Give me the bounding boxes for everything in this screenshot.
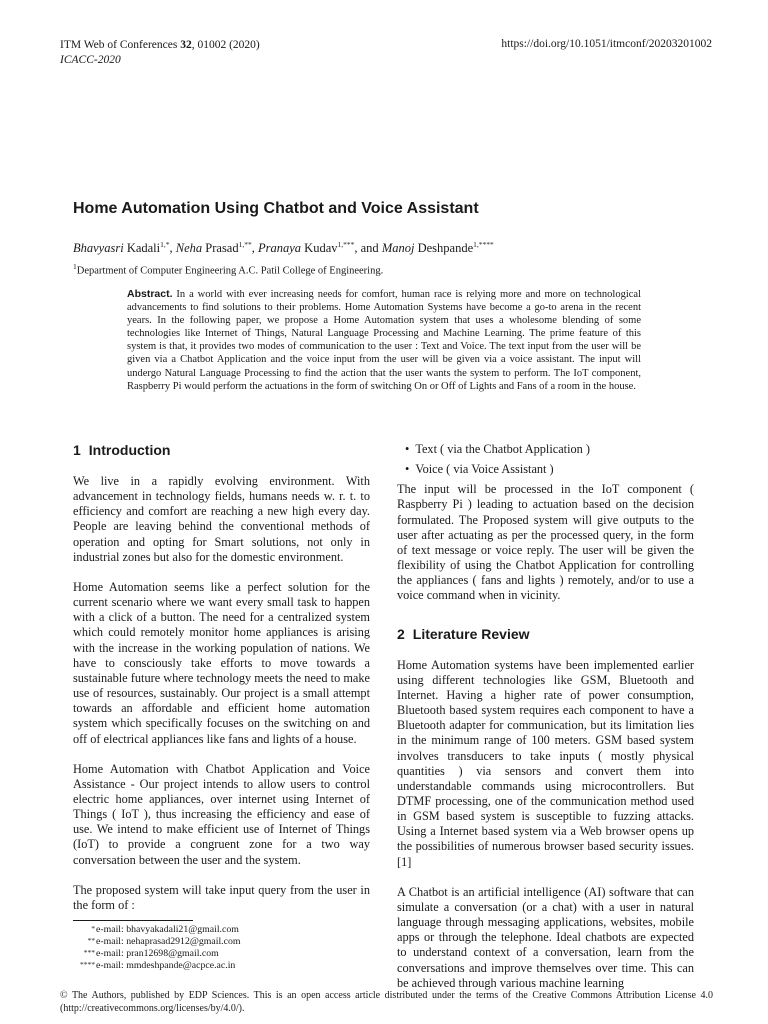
paragraph: Home Automation systems have been implemented earlier using different technologies like GSM, Bluetooth and Internet. Having a higher rate of power consumption, Bluetooth based system requires each component to have a Bluetooth adapter for communication, but its limitation lies in the minimum range of 100 meters. GSM based system involves transducers to take inputs ( mostly physical quantities ) via sensors and convert them into understandable commands using microcontrollers. But DTMF processing, one of the communication method used in GSM based system is susceptible to fuzzing attacks. Using a Internet based system via a Web browser opens up the possibilities of numerous browser based security issues.[1]	[397, 657, 694, 869]
paragraph: The proposed system will take input query from the user in the form of :	[73, 882, 370, 912]
journal-volume: 32	[180, 39, 192, 51]
section-heading-literature-review: 2 Literature Review	[397, 625, 530, 642]
paragraph: Home Automation with Chatbot Application and Voice Assistance - Our project intends to allow users to control electric home appliances, over internet using Internet of Things ( IoT ), thus increasing the efficiency and ease of use. We intend to make efficient use of Internet of Things (IoT) to provide a congruent zone for a two way conversation between the user and the system.	[73, 761, 370, 867]
journal-citation: ITM Web of Conferences 32, 01002 (2020)	[60, 39, 260, 51]
footnote: *** e-mail: pran12698@gmail.com	[83, 948, 219, 959]
author: Bhavyasri Kadali$^{1,*}$	[73, 240, 170, 256]
author: Manoj Deshpande$^{1,****}$	[381, 240, 494, 256]
list-item: • Text ( via the Chatbot Application )	[405, 442, 590, 456]
abstract-label: Abstract.	[127, 288, 173, 300]
footnote-divider	[73, 920, 193, 921]
abstract	[127, 288, 641, 393]
list-item: • Voice ( via Voice Assistant )	[405, 462, 554, 477]
running-header-left	[60, 38, 260, 68]
right-column	[397, 442, 694, 1006]
affiliation: $^1$Department of Computer Engineering A.C. Patil College of Engineering.	[73, 262, 384, 277]
doi-link[interactable]: https://doi.org/10.1051/itmconf/20203201002	[501, 38, 712, 50]
abstract-text: In a world with ever increasing needs for comfort, human race is relying more and more on technological advancements to find solutions to their problems. Home Automation Systems have become a go-to arena in the recent years. In the following paper, we propose a Home Automation system that uses a wholesome blending of some technologies like Internet of Things, Natural Language Processing and Machine Learning. The prime feature of this system is that, it provides two modes of communication to the user : Text and Voice. The text input from the user will be given via a Chatbot Application and the voice input from the user will be given via a voice assistant. The input will undergo Natural Language Processing to find the action that the user wants the system to perform. The IoT component, Raspberry Pi would perform the actuations in the form of switching On or Off of Lights and Fans of a room in the house.	[127, 289, 641, 392]
paragraph: We live in a rapidly evolving environment. With advancement in technology fields, humans needs w. r. t. to efficiency and comfort are reaching a new high every day. People are leaving behind the conventional methods of operation and opting for Smart solutions, not only in industrial zones but also for the domestic environment.	[73, 474, 370, 564]
paper-title: Home Automation Using Chatbot and Voice Assistant	[73, 200, 479, 217]
license-notice: © The Authors, published by EDP Sciences. This is an open access article distributed under the terms of the Creative Commons Attribution License 4.0 (http://creativecommons.org/licenses/by/4.0/).	[60, 990, 713, 1014]
footnote: * e-mail: bhavyakadali21@gmail.com	[91, 924, 239, 935]
author: Pranaya Kudav$^{1,***}$	[257, 240, 355, 256]
left-column	[73, 442, 370, 928]
author: Neha Prasad$^{1,**}$	[175, 240, 252, 256]
input-mode-list	[397, 442, 694, 477]
footnote: **** e-mail: mmdeshpande@acpce.ac.in	[80, 960, 236, 971]
conference-name: ICACC-2020	[60, 54, 121, 66]
author-list: Bhavyasri Kadali$^{1,*}$, Neha Prasad$^{1,**}$, Pranaya Kudav$^{1,***}$, and Manoj Deshpande$^{1,****}$	[73, 240, 494, 256]
paragraph: Home Automation seems like a perfect solution for the current scenario where we want every small task to happen with a click of a button. The need for a centralized system which could remotely monitor home appliances is arising with the increase in the working population of nations. We have to consciously take efforts to move towards a sustainable future where technology meets the need to make use of resources, sustainably. Our project is a small attempt towards an affordable and efficient home automation system which specifically focuses on the switching on and off of electrical appliances like fans and lights of a house.	[73, 579, 370, 746]
section-heading-introduction: 1 Introduction	[73, 442, 171, 458]
paragraph: A Chatbot is an artificial intelligence (AI) software that can simulate a conversation (or a chat) with a user in natural language through messaging applications, websites, mobile apps or through the telephone. Ideal chatbots are expected to understand context of a conversation, learn from the conversations and improve themselves over time. This can be achieved through various machine learning	[397, 884, 694, 990]
footnotes	[73, 924, 241, 972]
paragraph: The input will be processed in the IoT component ( Raspberry Pi ) leading to actuation based on the decision formulated. The Proposed system will give outputs to the user after actuating as per the processed query, in the form of text message or voice reply. The user will be given the flexibility of using the Chatbot Application for controlling the appliances ( fans and lights ) remotely, and/or to use a voice command when in vicinity.	[397, 482, 694, 603]
footnote: ** e-mail: nehaprasad2912@gmail.com	[87, 936, 241, 947]
